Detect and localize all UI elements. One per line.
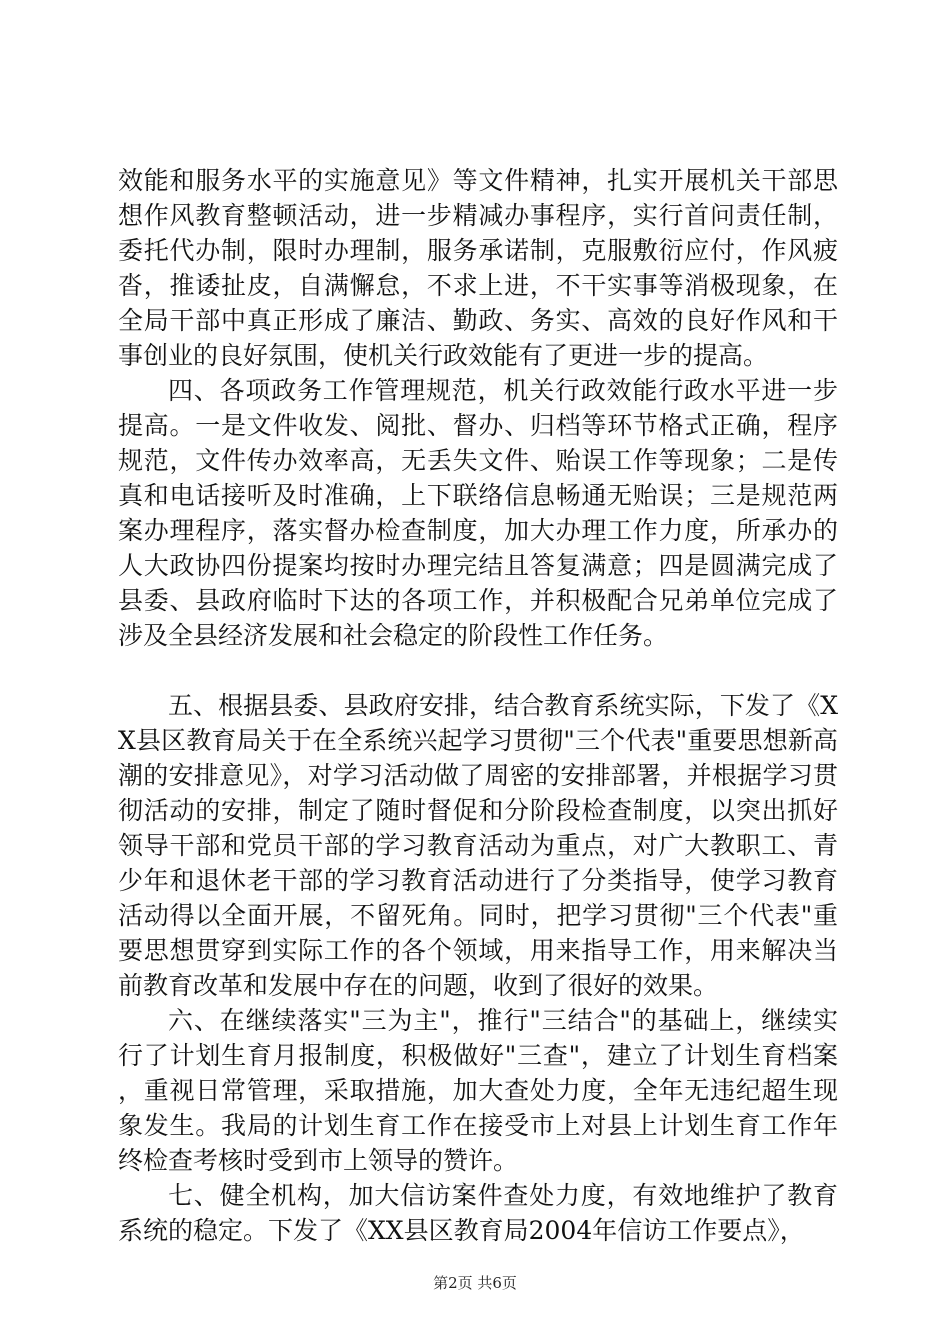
paragraph-item-six: 六、在继续落实"三为主"，推行"三结合"的基础上，继续实行了计划生育月报制度，积极做好"三查"，建立了计划生育档案，重视日常管理，采取措施，加大查处力度，全年无违纪超生现象发生。我局的计划生育工作在接受市上对县上计划生育工作年终检查考核时受到市上领导的赞许。 xyxy=(118,1006,838,1175)
paragraph-continuation: 效能和服务水平的实施意见》等文件精神，扎实开展机关干部思想作风教育整顿活动，进一步精减办事程序，实行首问责任制，委托代办制，限时办理制，服务承诺制，克服敷衍应付，作风疲沓，推诿扯皮，自满懈怠，不求上进，不干实事等消极现象，在全局干部中真正形成了廉洁、勤政、务实、高效的良好作风和干事创业的良好氛围，使机关行政效能有了更进一步的提高。 xyxy=(118,166,838,370)
page-number-footer: 第2页 共6页 xyxy=(433,1274,517,1292)
paragraph-item-seven: 七、健全机构，加大信访案件查处力度，有效地维护了教育系统的稳定。下发了《XX县区教育局2004年信访工作要点》， xyxy=(118,1181,838,1245)
paragraph-item-four: 四、各项政务工作管理规范，机关行政效能行政水平进一步提高。一是文件收发、阅批、督办、归档等环节格式正确，程序规范，文件传办效率高，无丢失文件、贻误工作等现象；二是传真和电话接听及时准确，上下联络信息畅通无贻误；三是规范两案办理程序，落实督办检查制度，加大办理工作力度，所承办的人大政协四份提案均按时办理完结且答复满意；四是圆满完成了县委、县政府临时下达的各项工作，并积极配合兄弟单位完成了涉及全县经济发展和社会稳定的阶段性工作任务。 xyxy=(118,376,838,650)
document-body xyxy=(118,163,838,1248)
paragraph-item-five: 五、根据县委、县政府安排，结合教育系统实际，下发了《XX县区教育局关于在全系统兴起学习贯彻"三个代表"重要思想新高潮的安排意见》，对学习活动做了周密的安排部署，并根据学习贯彻活动的安排，制定了随时督促和分阶段检查制度，以突出抓好领导干部和党员干部的学习教育活动为重点，对广大教职工、青少年和退休老干部的学习教育活动进行了分类指导，使学习教育活动得以全面开展，不留死角。同时，把学习贯彻"三个代表"重要思想贯穿到实际工作的各个领域，用来指导工作，用来解决当前教育改革和发展中存在的问题，收到了很好的效果。 xyxy=(118,691,838,1000)
